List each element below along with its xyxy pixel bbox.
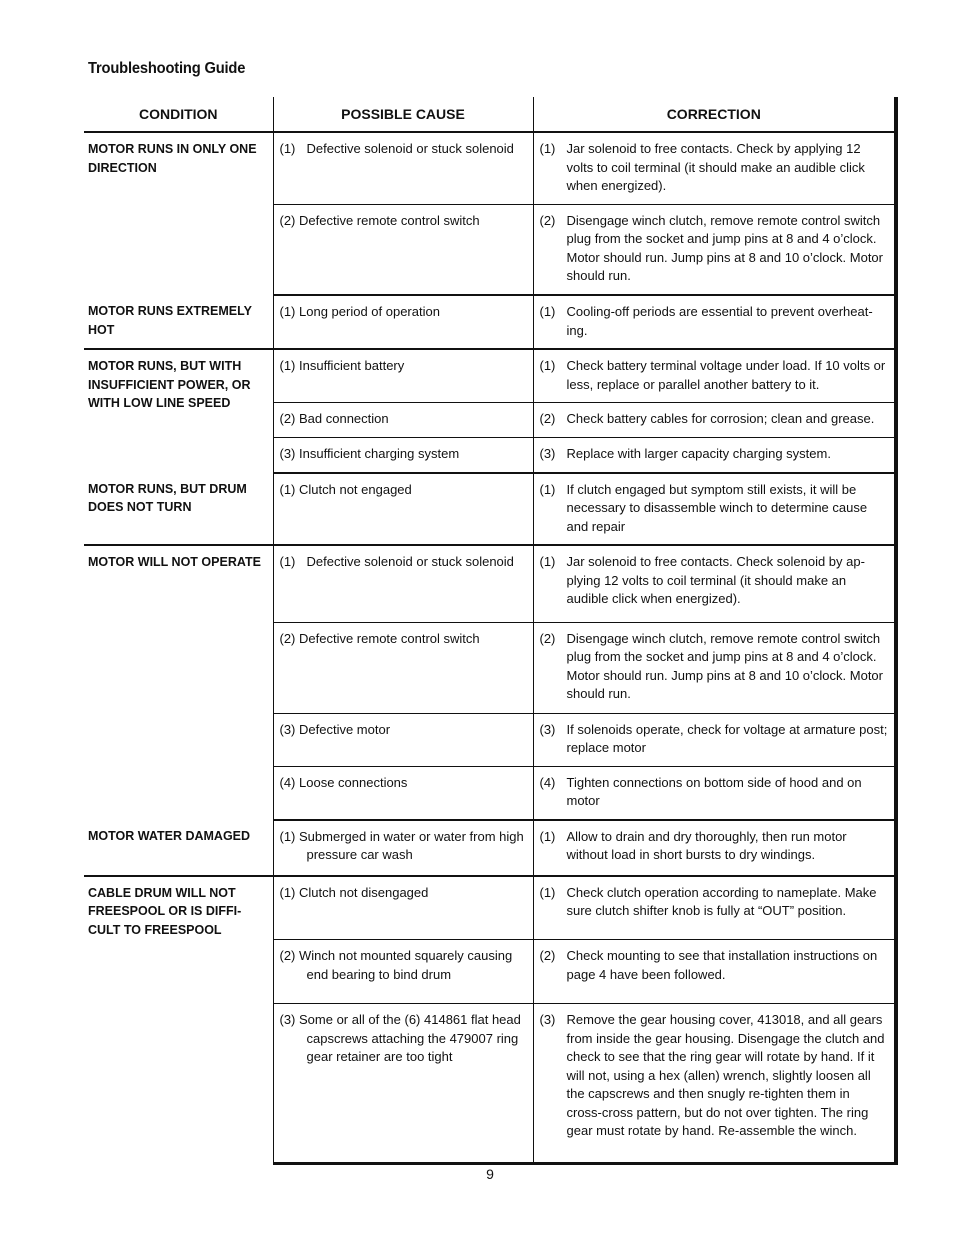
correction-cell xyxy=(533,766,896,820)
cause-number: (1) xyxy=(279,141,296,156)
cause-cell xyxy=(273,438,533,473)
correction-cell xyxy=(533,349,896,403)
correction-text: Disengage winch clutch, remove remote control switch plug from the socket and jump pins at 8 and 4 o’clock. Motor should run. Jump pins at 8 and 10 o’clock. Motor should run. xyxy=(566,212,883,283)
cause-cell xyxy=(273,940,533,1004)
table-row xyxy=(84,295,896,349)
correction-number: (2) xyxy=(539,212,556,228)
correction-text: If solenoids operate, check for voltage at armature post; replace motor xyxy=(566,721,888,755)
cause-text: (1) Submerged in water or water from high pressure car wash xyxy=(279,828,524,862)
cause-cell xyxy=(273,349,533,403)
cause-cell xyxy=(273,820,533,876)
condition-cell: MOTOR WILL NOT OPERATE xyxy=(88,555,261,569)
correction-text: Jar solenoid to free contacts. Check by applying 12 volts to coil terminal (it should make an audible click when energized). xyxy=(566,141,865,193)
cause-text: Defective solenoid or stuck solenoid xyxy=(306,554,514,569)
cause-cell xyxy=(273,132,533,204)
correction-cell xyxy=(533,295,896,349)
cause-text: (2) Defective remote control switch xyxy=(279,630,480,646)
correction-text: If clutch engaged but symptom still exists, it will be necessary to disassemble winch to determine cause and repair xyxy=(566,481,868,534)
table-row xyxy=(84,545,896,622)
cause-cell xyxy=(273,713,533,766)
cause-cell xyxy=(273,876,533,940)
correction-number: (1) xyxy=(539,141,556,156)
cause-cell xyxy=(273,204,533,295)
correction-number: (1) xyxy=(539,481,556,497)
cause-text: (3) Insufficient charging system xyxy=(279,446,460,461)
correction-text: Allow to drain and dry thoroughly, then run motor without load in short bursts to dry windings. xyxy=(566,828,847,862)
table-row xyxy=(84,349,896,403)
correction-number: (3) xyxy=(539,1012,556,1027)
correction-number: (2) xyxy=(539,411,556,426)
cause-text: (2) Defective remote control switch xyxy=(279,212,480,228)
cause-cell xyxy=(273,295,533,349)
condition-cell: MOTOR RUNS, BUT WITH INSUFFICIENT POWER, OR WITH LOW LINE SPEED xyxy=(88,359,251,410)
column-header-possible-cause: POSSIBLE CAUSE xyxy=(273,97,533,132)
correction-number: (1) xyxy=(539,884,556,900)
correction-number: (4) xyxy=(539,774,556,790)
correction-cell xyxy=(533,820,896,876)
correction-number: (2) xyxy=(539,948,556,963)
cause-text: (2) Bad connection xyxy=(279,411,389,426)
correction-text: Check battery cables for corrosion; clean and grease. xyxy=(566,411,875,426)
correction-text: Disengage winch clutch, remove remote control switch plug from the socket and jump pins at 8 and 4 o’clock. Motor should run. Jump pins at 8 and 10 o’clock. Motor should run. xyxy=(566,630,883,701)
page-title: Troubleshooting Guide xyxy=(88,60,246,77)
condition-cell: CABLE DRUM WILL NOT FREESPOOL OR IS DIFFI-CULT TO FREESPOOL xyxy=(88,885,242,937)
correction-number: (2) xyxy=(539,630,556,646)
correction-text: Cooling-off periods are essential to prevent overheat-ing. xyxy=(566,304,873,338)
correction-number: (1) xyxy=(539,554,556,569)
correction-text: Replace with larger capacity charging system. xyxy=(566,446,831,461)
cause-text: (2) Winch not mounted squarely causing end bearing to bind drum xyxy=(279,948,513,982)
correction-cell xyxy=(533,403,896,438)
table-header-row xyxy=(84,97,896,132)
correction-text: Jar solenoid to free contacts. Check solenoid by ap-plying 12 volts to coil terminal (it should make an audible click when energized). xyxy=(566,554,865,606)
cause-text: (3) Defective motor xyxy=(279,721,391,737)
table-row xyxy=(84,820,896,876)
correction-cell xyxy=(533,940,896,1004)
column-header-condition: CONDITION xyxy=(84,97,273,132)
cause-cell xyxy=(273,622,533,713)
table-row xyxy=(84,473,896,546)
condition-cell: MOTOR RUNS IN ONLY ONE DIRECTION xyxy=(88,142,257,175)
correction-number: (1) xyxy=(539,828,556,844)
correction-text: Remove the gear housing cover, 413018, and all gears from inside the gear housing. Disengage the clutch and check to see that the ring gear will rotate by hand. If it will not, using a hex (allen) wrench, slightly loosen all the capscrews and then snugly re-tighten them in cross-cross pattern, but do not over tighten. The ring gear must rotate by hand. Re-assemble the winch. xyxy=(566,1012,885,1138)
correction-text: Check battery terminal voltage under load. If 10 volts or less, replace or parallel another battery to it. xyxy=(566,358,886,392)
correction-text: Check mounting to see that installation instructions on page 4 have been followed. xyxy=(566,948,878,982)
troubleshooting-table xyxy=(84,97,898,1165)
cause-number: (1) xyxy=(279,554,296,569)
correction-text: Tighten connections on bottom side of hood and on motor xyxy=(566,774,862,808)
correction-cell xyxy=(533,545,896,622)
cause-text: (3) Some or all of the (6) 414861 flat head capscrews attaching the 479007 ring gear retainer are too tight xyxy=(279,1012,521,1064)
condition-cell: MOTOR RUNS EXTREMELY HOT xyxy=(84,295,273,349)
table-row xyxy=(84,132,896,204)
cause-text: (1) Long period of operation xyxy=(279,304,440,319)
cause-cell xyxy=(273,766,533,820)
page-number: 9 xyxy=(486,1166,494,1182)
cause-cell xyxy=(273,473,533,546)
cause-cell xyxy=(273,1004,533,1164)
correction-number: (3) xyxy=(539,446,556,461)
correction-number: (3) xyxy=(539,721,556,737)
cause-text: (4) Loose connections xyxy=(279,774,408,790)
correction-cell xyxy=(533,876,896,940)
correction-cell xyxy=(533,473,896,546)
correction-cell xyxy=(533,622,896,713)
column-header-correction: CORRECTION xyxy=(533,97,896,132)
cause-text: (1) Clutch not engaged xyxy=(279,481,412,497)
correction-number: (1) xyxy=(539,304,556,319)
cause-cell xyxy=(273,403,533,438)
table-row xyxy=(84,876,896,940)
correction-cell xyxy=(533,713,896,766)
condition-cell: MOTOR WATER DAMAGED xyxy=(84,820,273,876)
correction-cell xyxy=(533,132,896,204)
cause-cell xyxy=(273,545,533,622)
cause-text: (1) Insufficient battery xyxy=(279,358,405,373)
correction-text: Check clutch operation according to nameplate. Make sure clutch shifter knob is fully at “OUT” position. xyxy=(566,884,877,918)
correction-cell xyxy=(533,438,896,473)
cause-text: (1) Clutch not disengaged xyxy=(279,884,429,900)
correction-cell xyxy=(533,1004,896,1164)
correction-number: (1) xyxy=(539,358,556,373)
correction-cell xyxy=(533,204,896,295)
cause-text: Defective solenoid or stuck solenoid xyxy=(306,141,514,156)
condition-cell: MOTOR RUNS, BUT DRUM DOES NOT TURN xyxy=(84,473,273,546)
